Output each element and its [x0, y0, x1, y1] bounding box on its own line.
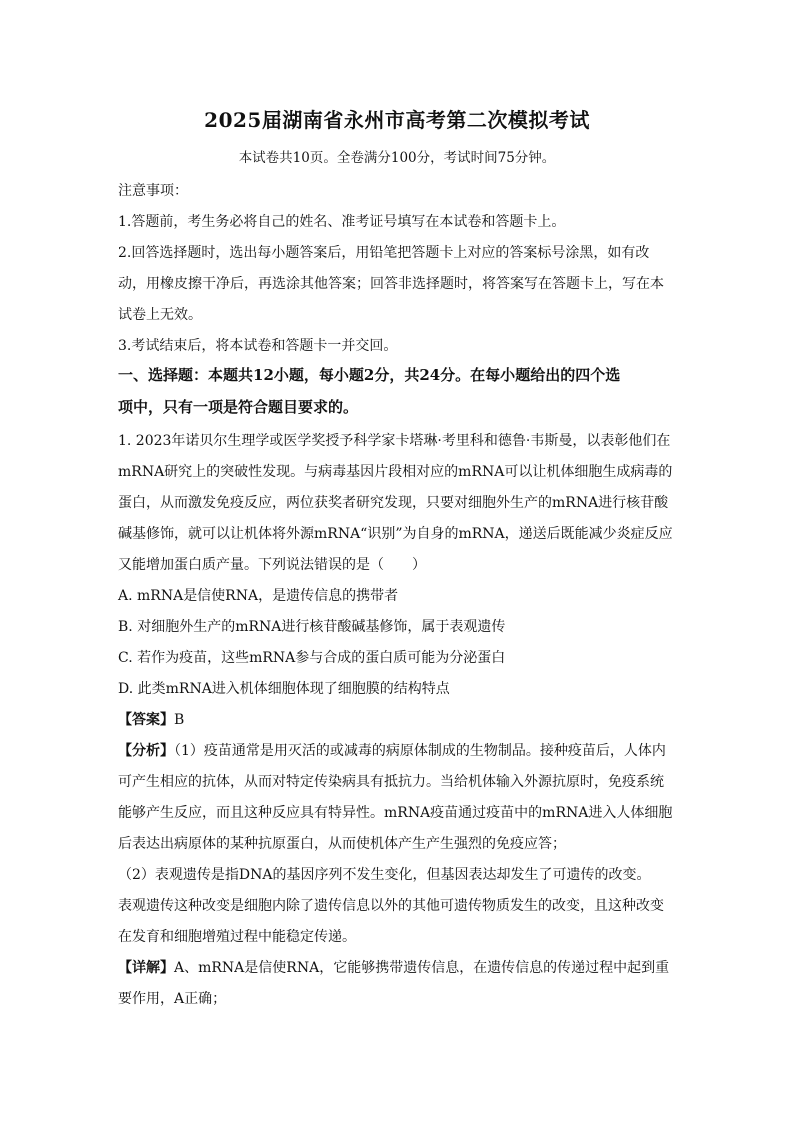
analysis-line: 【分析】（1）疫苗通常是用灭活的或减毒的病原体制成的生物制品。接种疫苗后，人体内	[118, 743, 666, 759]
option-a: A. mRNA是信使RNA，是遗传信息的携带者	[118, 588, 399, 604]
question-line: 蛋白，从而激发免疫反应，两位获奖者研究发现，只要对细胞外生产的mRNA进行核苷酸	[118, 495, 669, 511]
notice-heading: 注意事项：	[118, 183, 188, 199]
exam-info: 本试卷共10页。全卷满分100分，考试时间75分钟。	[238, 150, 556, 166]
detail-line: 要作用，A正确；	[118, 991, 227, 1007]
analysis-line: （2）表观遗传是指DNA的基因序列不发生变化，但基因表达却发生了可遗传的改变。	[118, 867, 651, 883]
analysis-line: 表观遗传这种改变是细胞内除了遗传信息以外的其他可遗传物质发生的改变，且这种改变	[118, 898, 664, 914]
notice-line: 1.答题前，考生务必将自己的姓名、准考证号填写在本试卷和答题卡上。	[118, 214, 566, 230]
question-line: 1. 2023年诺贝尔生理学或医学奖授予科学家卡塔琳·考里科和德鲁·韦斯曼，以表彰他们在	[118, 433, 671, 449]
answer-value: B	[174, 712, 185, 728]
analysis-line: 能够产生反应，而且这种反应具有特异性。mRNA疫苗通过疫苗中的mRNA进入人体细胞	[118, 805, 673, 821]
detail-tag: 【详解】	[118, 960, 174, 976]
section-heading: 一、选择题：本题共12小题，每小题2分，共24分。在每小题给出的四个选	[118, 366, 621, 384]
notice-line: 试卷上无效。	[118, 307, 202, 323]
analysis-line: 后表达出病原体的某种抗原蛋白，从而使机体产生产生强烈的免疫应答；	[118, 836, 566, 852]
notice-line: 2.回答选择题时，选出每小题答案后，用铅笔把答题卡上对应的答案标号涂黑，如有改	[118, 245, 650, 261]
answer-line	[118, 709, 678, 729]
option-d: D. 此类mRNA进入机体细胞体现了细胞膜的结构特点	[118, 681, 450, 697]
analysis-tag: 【分析】	[118, 743, 174, 759]
page-title: 2025届湖南省永州市高考第二次模拟考试	[204, 108, 590, 132]
analysis-line: 可产生相应的抗体，从而对特定传染病具有抵抗力。当给机体输入外源抗原时，免疫系统	[118, 774, 664, 790]
option-c: C. 若作为疫苗，这些mRNA参与合成的蛋白质可能为分泌蛋白	[118, 650, 506, 666]
question-line: 碱基修饰，就可以让机体将外源mRNA“识别”为自身的mRNA，递送后既能减少炎症反应	[118, 526, 673, 542]
notice-line: 动，用橡皮擦干净后，再选涂其他答案；回答非选择题时，将答案写在答题卡上，写在本	[118, 276, 664, 292]
detail-line: 【详解】A、mRNA是信使RNA，它能够携带遗传信息，在遗传信息的传递过程中起到重	[118, 960, 670, 976]
section-heading: 项中，只有一项是符合题目要求的。	[118, 398, 359, 416]
option-b: B. 对细胞外生产的mRNA进行核苷酸碱基修饰，属于表观遗传	[118, 619, 506, 635]
answer-tag: 【答案】	[118, 712, 174, 728]
notice-line: 3.考试结束后，将本试卷和答题卡一并交回。	[118, 338, 398, 354]
question-line: 又能增加蛋白质产量。下列说法错误的是（ ）	[118, 557, 426, 573]
analysis-line: 在发育和细胞增殖过程中能稳定传递。	[118, 929, 356, 945]
question-line: mRNA研究上的突破性发现。与病毒基因片段相对应的mRNA可以让机体细胞生成病毒的	[118, 464, 673, 480]
